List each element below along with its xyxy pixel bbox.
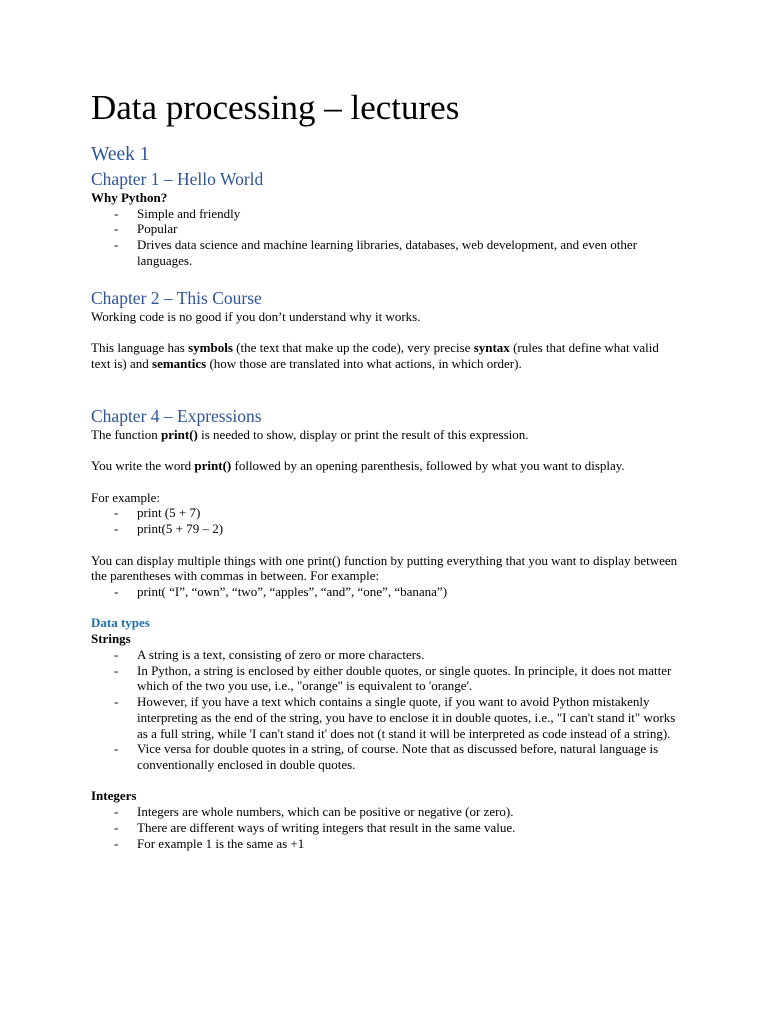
why-python-label: Why Python? [91, 190, 168, 205]
list-item: - A string is a text, consisting of zero or more characters. [91, 647, 681, 663]
paragraph: Working code is no good if you don’t understand why it works. [91, 308, 421, 324]
chapter-1-heading: Chapter 1 – Hello World [91, 169, 264, 189]
list-item: - print(5 + 79 – 2) [91, 521, 681, 537]
list-item: - Popular [91, 221, 681, 237]
list-item: - Drives data science and machine learning libraries, databases, web development, and even other languages. [91, 237, 681, 268]
chapter-4-heading: Chapter 4 – Expressions [91, 406, 262, 426]
strings-label: Strings [91, 631, 131, 647]
example-label: For example: [91, 489, 160, 505]
list-item: - print (5 + 7) [91, 505, 681, 521]
why-python-list [91, 206, 681, 269]
example-list [91, 505, 681, 536]
list-item: - Integers are whole numbers, which can be positive or negative (or zero). [91, 804, 681, 820]
data-types-heading: Data types [91, 615, 150, 631]
list-item: - print( “I”, “own”, “two”, “apples”, “and”, “one”, “banana”) [91, 584, 681, 600]
list-item: - Simple and friendly [91, 206, 681, 222]
paragraph: You write the word print() followed by an opening parenthesis, followed by what you want to display. [91, 458, 625, 474]
list-item: - For example 1 is the same as +1 [91, 836, 681, 852]
document-title: Data processing – lectures [91, 88, 460, 127]
paragraph: You can display multiple things with one print() function by putting everything that you want to display between the parentheses with commas in between. For example: [91, 552, 678, 584]
chapter-2-heading: Chapter 2 – This Course [91, 287, 262, 308]
integers-label: Integers [91, 788, 137, 804]
list-item: - There are different ways of writing integers that result in the same value. [91, 820, 681, 836]
list-item: - In Python, a string is enclosed by either double quotes, or single quotes. In principle, it does not matter which of the two you use, i.e., "orange" is equivalent to 'orange'. [91, 663, 681, 694]
list-item: - Vice versa for double quotes in a string, of course. Note that as discussed before, natural language is conventionally enclosed in double quotes. [91, 741, 681, 772]
week-heading: Week 1 [91, 144, 150, 165]
document-page [91, 88, 681, 851]
example-list-2 [91, 584, 681, 600]
list-item: - However, if you have a text which contains a single quote, if you want to avoid Python mistakenly interpreting as the end of the string, you have to enclose it in double quotes, i.e., "I can't stand it" works as a full string, while 'I can't stand it' does not (t stand it will be interpreted as code instead of a string). [91, 694, 681, 741]
paragraph: This language has symbols (the text that make up the code), very precise syntax (rules that define what valid text is) and semantics (how those are translated into what actions, in which order). [91, 339, 659, 371]
integers-list [91, 804, 681, 851]
strings-list [91, 647, 681, 773]
paragraph: The function print() is needed to show, display or print the result of this expression. [91, 427, 529, 442]
